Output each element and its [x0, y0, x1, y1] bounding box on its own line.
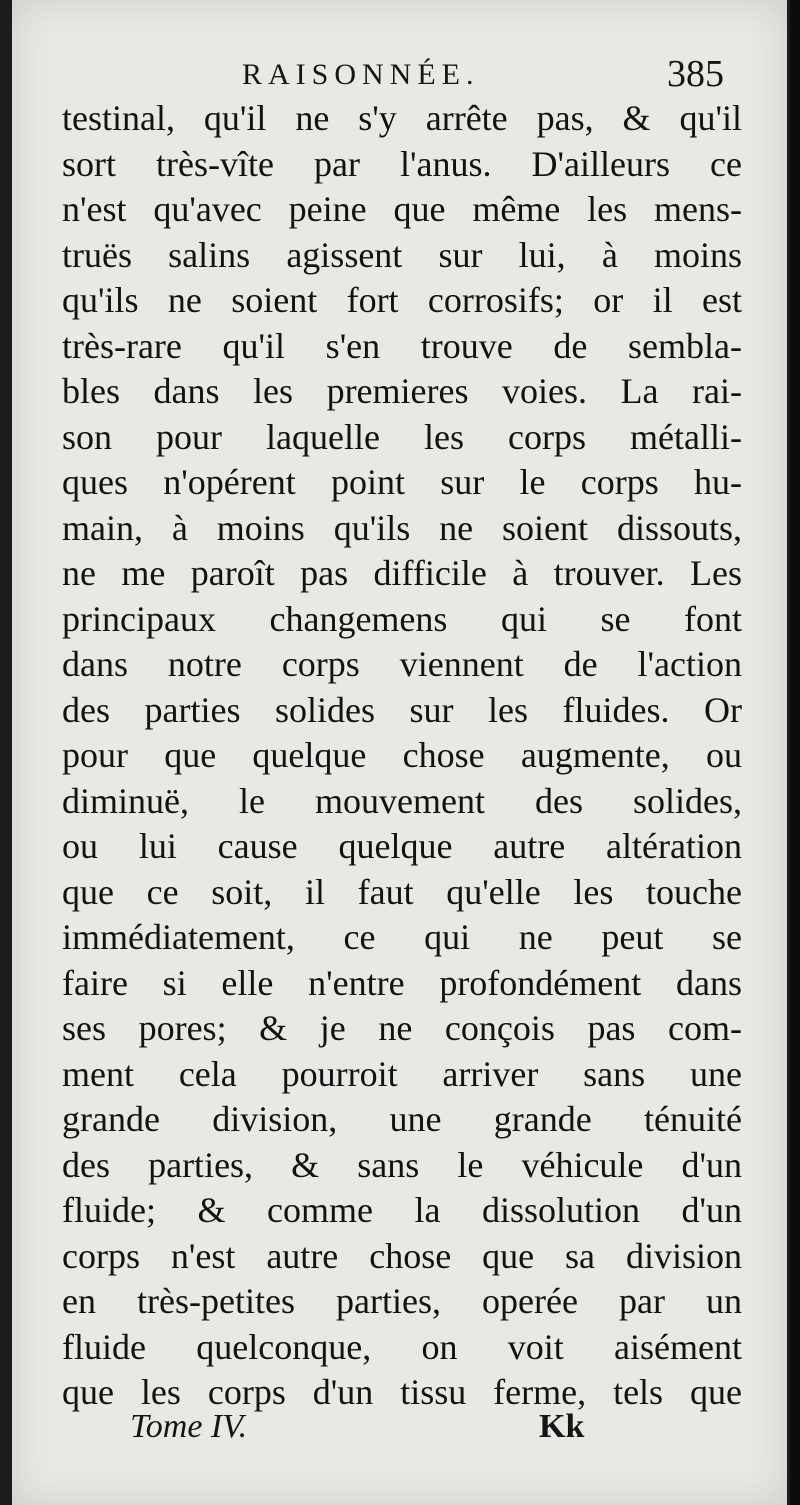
text-line: que ce soit, il faut qu'elle les touche	[62, 871, 742, 912]
text-line: corps n'est autre chose que sa division	[62, 1235, 742, 1276]
text-line: fluide quelconque, on voit aisément	[62, 1326, 742, 1367]
volume-label: Tome IV.	[130, 1408, 248, 1445]
text-line: principaux changemens qui se font	[62, 598, 742, 639]
signature-mark: Kk	[539, 1408, 585, 1445]
text-line: ques n'opérent point sur le corps hu-	[62, 462, 742, 502]
text-line: ses pores; & je ne conçois pas com-	[62, 1008, 742, 1048]
text-line: dans notre corps viennent de l'action	[62, 644, 742, 684]
text-line: pour que quelque chose augmente, ou	[62, 735, 742, 775]
text-line: diminuë, le mouvement des solides,	[62, 780, 742, 821]
scan-edge-shadow	[790, 0, 800, 1505]
text-line: ou lui cause quelque autre altération	[62, 826, 742, 866]
text-line: des parties, & sans le véhicule d'un	[62, 1144, 742, 1185]
page-header	[12, 50, 787, 100]
body-text	[62, 96, 742, 1416]
text-line: très-rare qu'il s'en trouve de sembla-	[62, 325, 742, 366]
text-line: sort très-vîte par l'anus. D'ailleurs ce	[62, 143, 742, 184]
text-line: qu'ils ne soient fort corrosifs; or il est	[62, 280, 742, 320]
text-line: que les corps d'un tissu ferme, tels que	[62, 1372, 742, 1412]
text-line: main, à moins qu'ils ne soient dissouts,	[62, 507, 742, 548]
text-line: ne me paroît pas difficile à trouver. Les	[62, 553, 742, 593]
page-footer	[12, 1408, 787, 1458]
text-line: ment cela pourroit arriver sans une	[62, 1053, 742, 1094]
page-number: 385	[667, 53, 724, 95]
text-line: faire si elle n'entre profondément dans	[62, 962, 742, 1003]
text-line: immédiatement, ce qui ne peut se	[62, 917, 742, 957]
text-line: fluide; & comme la dissolution d'un	[62, 1190, 742, 1230]
text-line: grande division, une grande ténuité	[62, 1099, 742, 1139]
running-head: RAISONNÉE.	[242, 58, 480, 91]
text-line: en très-petites parties, operée par un	[62, 1281, 742, 1321]
text-line: n'est qu'avec peine que même les mens-	[62, 189, 742, 229]
text-line: des parties solides sur les fluides. Or	[62, 689, 742, 730]
text-line: truës salins agissent sur lui, à moins	[62, 234, 742, 275]
text-line: testinal, qu'il ne s'y arrête pas, & qu'il	[62, 98, 742, 138]
text-line: bles dans les premieres voies. La rai-	[62, 371, 742, 411]
book-page	[12, 0, 787, 1505]
text-line: son pour laquelle les corps métalli-	[62, 416, 742, 457]
